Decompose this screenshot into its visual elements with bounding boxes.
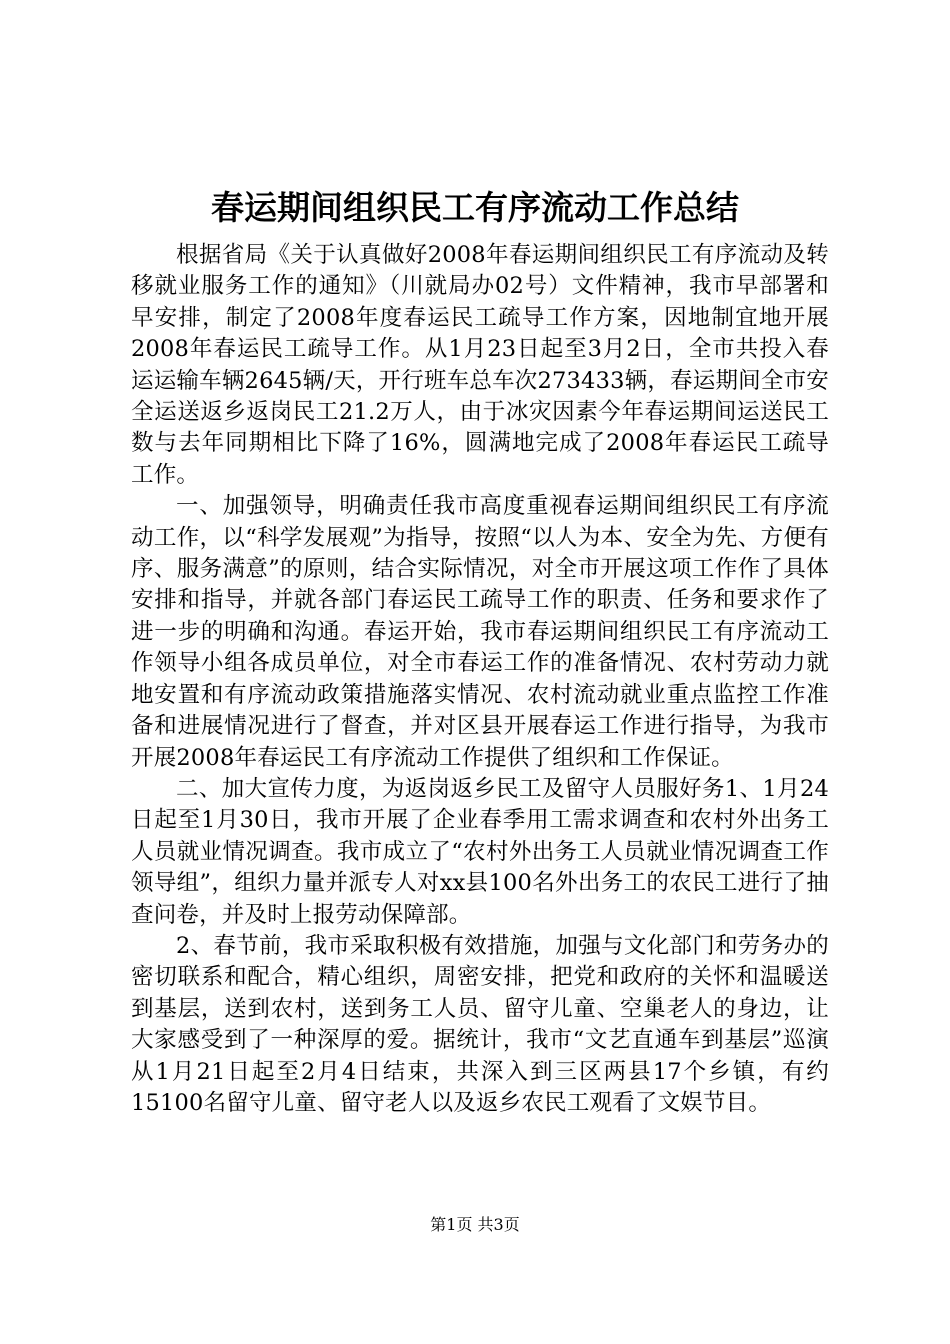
document-body xyxy=(131,240,829,1119)
paragraph-intro: 根据省局《关于认真做好2008年春运期间组织民工有序流动及转移就业服务工作的通知》（川就局办02号）文件精神，我市早部署和早安排，制定了2008年度春运民工疏导工作方案，因地制宜地开展2008年春运民工疏导工作。从1月23日起至3月2日，全市共投入春运运输车辆2645辆/天，开行班车总车次273433辆，春运期间全市安全运送返乡返岗民工21.2万人，由于冰灾因素今年春运期间运送民工数与去年同期相比下降了16%，圆满地完成了2008年春运民工疏导工作。 xyxy=(131,242,829,488)
paragraph-section-2-item-2: 2、春节前，我市采取积极有效措施，加强与文化部门和劳务办的密切联系和配合，精心组织，周密安排，把党和政府的关怀和温暖送到基层，送到农村，送到务工人员、留守儿童、空巢老人的身边，让大家感受到了一种深厚的爱。据统计，我市“文艺直通车到基层”巡演从1月21日起至2月4日结束，共深入到三区两县17个乡镇，有约15100名留守儿童、留守老人以及返乡农民工观看了文娱节目。 xyxy=(131,932,829,1116)
document-title: 春运期间组织民工有序流动工作总结 xyxy=(211,188,739,227)
page-number-footer: 第1页 共3页 xyxy=(430,1215,520,1234)
paragraph-section-1: 一、加强领导，明确责任我市高度重视春运期间组织民工有序流动工作，以“科学发展观”为指导，按照“以人为本、安全为先、方便有序、服务满意”的原则，结合实际情况，对全市开展这项工作作了具体安排和指导，并就各部门春运民工疏导工作的职责、任务和要求作了进一步的明确和沟通。春运开始，我市春运期间组织民工有序流动工作领导小组各成员单位，对全市春运工作的准备情况、农村劳动力就地安置和有序流动政策措施落实情况、农村流动就业重点监控工作准备和进展情况进行了督查，并对区县开展春运工作进行指导，为我市开展2008年春运民工有序流动工作提供了组织和工作保证。 xyxy=(131,493,829,771)
paragraph-section-2: 二、加大宣传力度，为返岗返乡民工及留守人员服好务1、1月24日起至1月30日，我市开展了企业春季用工需求调查和农村外出务工人员就业情况调查。我市成立了“农村外出务工人员就业情况调查工作领导组”，组织力量并派专人对xx县100名外出务工的农民工进行了抽查问卷，并及时上报劳动保障部。 xyxy=(131,775,829,928)
